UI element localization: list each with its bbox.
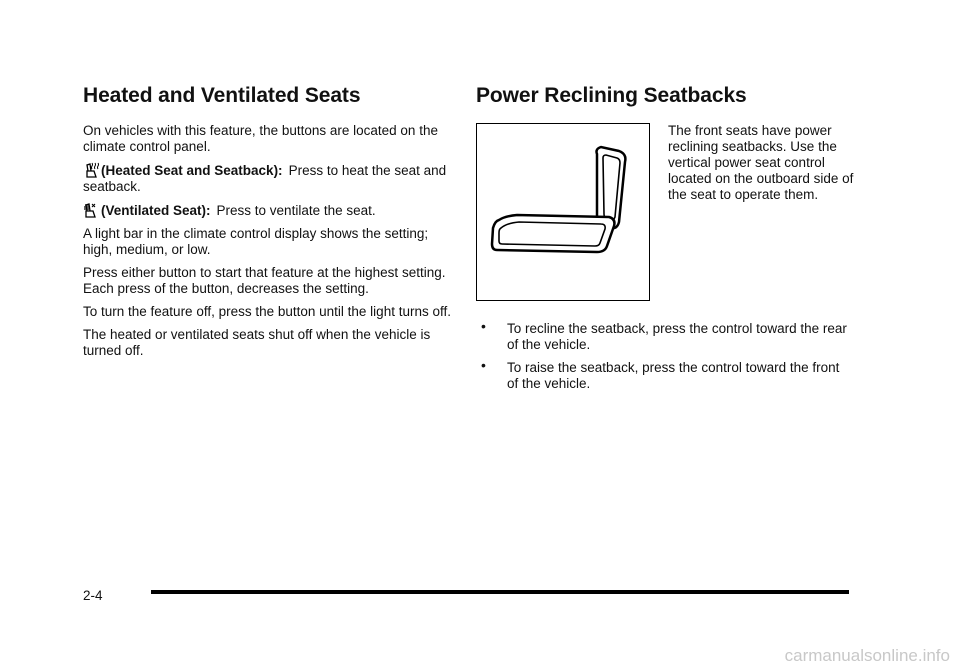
footer-rule <box>151 590 849 594</box>
intro-paragraph: On vehicles with this feature, the buttons are located on the climate control panel. <box>83 123 438 154</box>
press-button-paragraph: Press either button to start that feature at the highest setting. Each press of the button, decreases the setting. <box>83 265 446 296</box>
seat-control-illustration <box>477 124 649 300</box>
section-title-heated-ventilated: Heated and Ventilated Seats <box>83 84 361 107</box>
ventilated-seat-icon <box>83 202 99 218</box>
section-title-power-reclining: Power Reclining Seatbacks <box>476 84 747 107</box>
lightbar-paragraph: A light bar in the climate control display shows the setting; high, medium, or low. <box>83 226 429 257</box>
recline-bullet-list <box>476 318 856 392</box>
ventilated-seat-desc: Press to ventilate the seat. <box>216 203 376 218</box>
right-column <box>476 84 856 399</box>
turn-off-paragraph: To turn the feature off, press the button until the light turns off. <box>83 304 451 319</box>
ventilated-seat-term: (Ventilated Seat): <box>101 203 211 218</box>
figure-caption-text: The front seats have power reclining seatbacks. Use the vertical power seat control located on the outboard side of the seat to operate them. <box>668 123 854 202</box>
list-item: • To recline the seatback, press the control toward the rear of the vehicle. <box>481 318 847 352</box>
bullet-glyph: • <box>481 357 486 373</box>
left-column <box>83 84 451 366</box>
heated-seat-icon <box>83 162 99 178</box>
list-item: • To raise the seatback, press the control toward the front of the vehicle. <box>481 357 840 391</box>
watermark: carmanualsonline.info <box>784 646 950 665</box>
heated-seat-paragraph <box>83 162 451 195</box>
page-number: 2-4 <box>83 588 103 603</box>
page-footer <box>83 586 849 606</box>
ventilated-seat-paragraph <box>83 202 451 219</box>
figure-row <box>476 123 856 313</box>
shutoff-paragraph: The heated or ventilated seats shut off when the vehicle is turned off. <box>83 327 431 358</box>
heated-seat-desc: Press to heat the seat and seatback. <box>83 163 447 194</box>
bullet-glyph: • <box>481 318 486 334</box>
heated-seat-term: (Heated Seat and Seatback): <box>101 163 283 178</box>
seat-control-figure <box>476 123 650 301</box>
